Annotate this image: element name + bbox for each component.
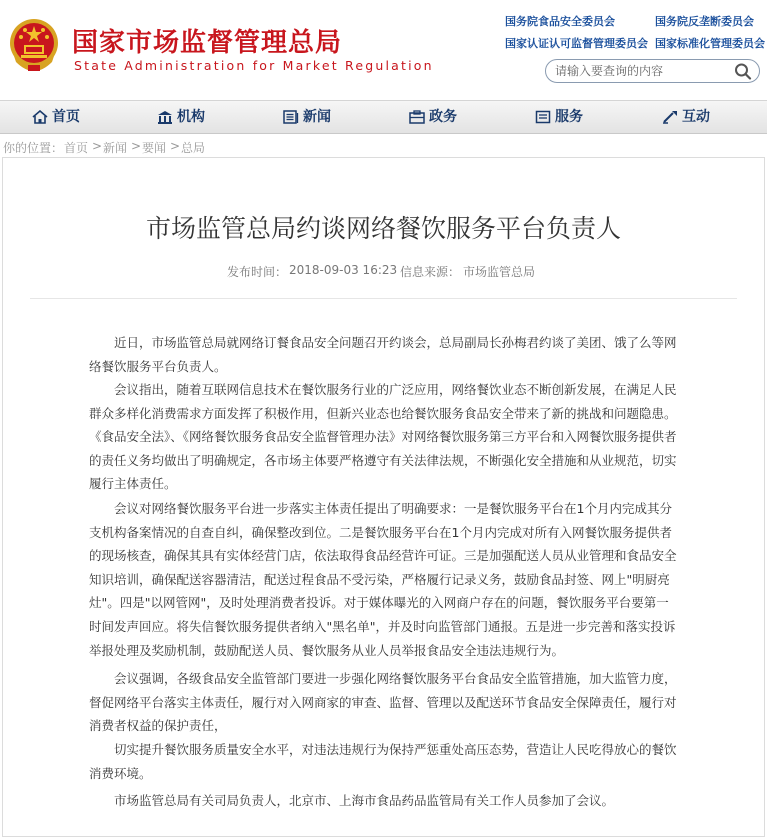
nav-item-home[interactable] (32, 101, 92, 133)
publish-time-label: 发布时间： (227, 265, 288, 279)
source-value: 市场监管总局 (463, 265, 536, 279)
top-link-food-safety-committee[interactable]: 国务院食品安全委员会 (505, 15, 615, 28)
article-title: 市场监管总局约谈网络餐饮服务平台负责人 (145, 214, 621, 243)
nav-item-government-affairs[interactable] (409, 101, 469, 133)
national-emblem-logo[interactable] (8, 16, 60, 76)
site-title[interactable]: 国家市场监督管理总局 (72, 28, 343, 58)
nav-label: 政务 (429, 109, 457, 125)
breadcrumb-headlines[interactable]: 要闻 (142, 141, 167, 155)
nav-item-news[interactable] (283, 101, 343, 133)
nav-label: 新闻 (303, 109, 331, 125)
news-icon (283, 110, 299, 124)
breadcrumb-home[interactable]: 首页 (64, 141, 89, 155)
building-icon (157, 110, 173, 124)
breadcrumb-separator: > (131, 139, 142, 153)
breadcrumb-separator: > (92, 139, 103, 153)
site-subtitle: State Administration for Market Regulation (74, 58, 434, 73)
nav-label: 互动 (682, 109, 710, 125)
article-paragraph: 市场监管总局有关司局负责人，北京市、上海市食品药品监管局有关工作人员参加了会议。 (114, 793, 615, 808)
home-icon (32, 110, 48, 124)
title-divider (30, 298, 737, 299)
nav-item-organization[interactable] (157, 101, 217, 133)
article-paragraph: 会议对网络餐饮服务平台进一步落实主体责任提出了明确要求：一是餐饮服务平台在1个月内完成其分支机构备案情况的自查自纠，确保整改到位。二是餐饮服务平台在1个月内完成对所有入网餐饮服务提供者的现场核查，确保其具有实体经营门店，依法取得食品经营许可证。三是加强配送人员从业管理和食品安全知识培训，确保配送容器清洁，配送过程食品不受污染，严格履行记录义务，鼓励食品封签、网上"明厨亮灶"。四是"以网管网"，及时处理消费者投诉。对于媒体曝光的入网商户存在的问题，餐饮服务平台要第一时间发声回应。将失信餐饮服务提供者纳入"黑名单"，并及时向监管部门通报。五是进一步完善和落实投诉举报处理及奖励机制，鼓励配送人员、餐饮服务从业人员举报食品安全违法违规行为。 (89, 501, 677, 658)
article-paragraph: 切实提升餐饮服务质量安全水平，对违法违规行为保持严惩重处高压态势，营造让人民吃得放心的餐饮消费环境。 (89, 742, 677, 781)
top-link-standardization-committee[interactable]: 国家标准化管理委员会 (655, 37, 765, 50)
breadcrumb (0, 137, 767, 157)
top-link-anti-monopoly-committee[interactable]: 国务院反垄断委员会 (655, 15, 754, 28)
breadcrumb-headquarters[interactable]: 总局 (181, 141, 206, 155)
search-icon[interactable] (733, 62, 753, 80)
top-link-certification-committee[interactable]: 国家认证认可监督管理委员会 (505, 37, 648, 50)
main-nav (0, 100, 767, 134)
article-paragraph: 会议指出，随着互联网信息技术在餐饮服务行业的广泛应用，网络餐饮业态不断创新发展，在满足人民群众多样化消费需求方面发挥了积极作用，但新兴业态也给餐饮服务食品安全带来了新的挑战和问题隐患。《食品安全法》、《网络餐饮服务食品安全监督管理办法》对网络餐饮服务第三方平台和入网餐饮服务提供者的责任义务均做出了明确规定，各市场主体要严格遵守有关法律法规，不断强化安全措施和从业规范，切实履行主体责任。 (89, 382, 677, 492)
government-icon (409, 110, 425, 124)
site-header (0, 0, 767, 98)
source-label: 信息来源： (400, 265, 461, 279)
nav-label: 服务 (555, 109, 583, 125)
search-box (545, 59, 760, 83)
breadcrumb-news[interactable]: 新闻 (103, 141, 128, 155)
nav-item-interaction[interactable] (662, 101, 722, 133)
search-input[interactable] (555, 63, 725, 79)
article-paragraph: 会议强调，各级食品安全监管部门要进一步强化网络餐饮服务平台食品安全监管措施，加大监管力度，督促网络平台落实主体责任，履行对入网商家的审查、监督、管理以及配送环节食品安全保障责任，履行对消费者权益的保护责任， (89, 671, 677, 734)
breadcrumb-prefix: 你的位置： (3, 141, 64, 155)
nav-item-services[interactable] (535, 101, 595, 133)
article-meta (0, 263, 767, 279)
nav-label: 首页 (52, 109, 80, 125)
interaction-icon (662, 110, 678, 124)
publish-time: 2018-09-03 16:23 (289, 263, 398, 277)
article-paragraph: 近日，市场监管总局就网络订餐食品安全问题召开约谈会，总局副局长孙梅君约谈了美团、饿了么等网络餐饮服务平台负责人。 (89, 335, 677, 374)
service-icon (535, 110, 551, 124)
breadcrumb-separator: > (170, 139, 181, 153)
nav-label: 机构 (177, 109, 205, 125)
